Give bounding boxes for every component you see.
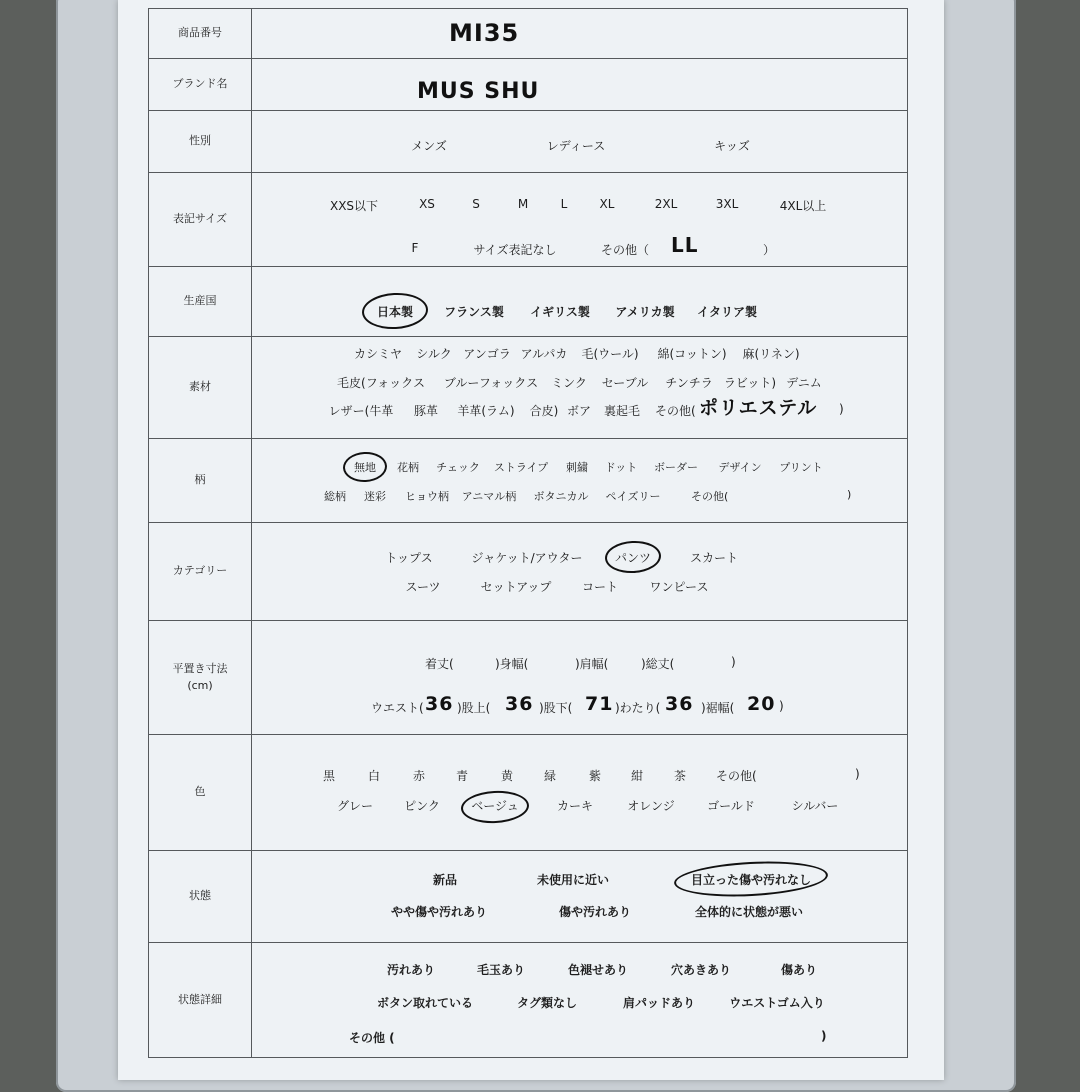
color-option: 紫 (588, 769, 602, 783)
material-option: ボア (566, 404, 592, 418)
pattern-option: ドット (604, 461, 638, 474)
size-option: XL (599, 197, 615, 211)
detail-option: 毛玉あり (476, 963, 526, 977)
row-condition (148, 850, 908, 942)
material-option: ブルーフォックス (443, 376, 539, 390)
brand-value: MUS SHU (417, 79, 540, 104)
pattern-option: 刺繍 (566, 461, 588, 474)
detail-option: ウエストゴム入り (729, 996, 825, 1010)
waist-value: 36 (425, 693, 454, 715)
color-option: 黄 (500, 769, 514, 783)
material-option: 羊革(ラム) (457, 404, 515, 418)
material-option: 裏起毛 (603, 404, 641, 418)
thigh-value: 36 (665, 693, 694, 715)
row-gender (148, 110, 908, 172)
size-option: サイズ表記なし (473, 243, 557, 257)
detail-option: ボタン取れている (376, 996, 474, 1010)
size-option: M (517, 197, 529, 211)
product-no-value: MI35 (449, 19, 520, 47)
category-option: パンツ (614, 551, 652, 565)
size-option: F (411, 241, 419, 255)
measure-field: )わたり( (615, 701, 661, 715)
detail-option: 色褪せあり (567, 963, 629, 977)
material-other-value: ポリエステル (699, 397, 818, 419)
material-option: デニム (786, 376, 822, 390)
label-measure-text: 平置き寸法 (172, 662, 228, 675)
color-option: 白 (367, 769, 381, 783)
category-option: スカート (689, 551, 739, 565)
color-option: その他( (716, 769, 757, 783)
size-other-open: その他（ (601, 243, 650, 257)
label-measure (149, 621, 252, 734)
condition-option: やや傷や汚れあり (390, 905, 488, 919)
category-option: トップス (385, 551, 433, 565)
label-gender: 性別 (149, 111, 252, 172)
material-option: セーブル (601, 376, 649, 390)
pattern-option: 花柄 (397, 461, 419, 474)
gender-option: メンズ (411, 139, 447, 153)
color-option: 青 (455, 769, 469, 783)
measure-field: )股下( (539, 701, 573, 715)
pattern-option: ヒョウ柄 (405, 490, 449, 503)
condition-option: 新品 (432, 873, 458, 887)
material-option: 綿(コットン) (657, 347, 727, 361)
pattern-option: ペイズリー (605, 490, 661, 503)
color-option: カーキ (556, 799, 594, 813)
label-color: 色 (149, 735, 252, 850)
row-country (148, 266, 908, 336)
pattern-option: 迷彩 (364, 490, 386, 503)
label-country: 生産国 (149, 267, 252, 336)
measure-field: ) (731, 655, 736, 669)
pattern-option: チェック (436, 461, 480, 474)
product-form-sheet (118, 0, 944, 1080)
pattern-option: ボタニカル (533, 490, 589, 503)
detail-option: 傷あり (780, 963, 818, 977)
material-option: 毛(ウール) (581, 347, 639, 361)
color-option: 赤 (412, 769, 426, 783)
country-option: フランス製 (444, 305, 504, 319)
pattern-option: プリント (779, 461, 823, 474)
pattern-option: 総柄 (324, 490, 346, 503)
label-pattern: 柄 (149, 439, 252, 522)
gender-option: レディース (546, 139, 606, 153)
material-option: 合皮) (529, 404, 559, 418)
detail-option: 肩パッドあり (622, 996, 696, 1010)
color-option: ベージュ (471, 799, 519, 813)
detail-option: 穴あきあり (670, 963, 732, 977)
row-category (148, 522, 908, 620)
country-option: イタリア製 (696, 305, 758, 319)
gender-option: キッズ (714, 139, 750, 153)
color-option: 黒 (322, 769, 336, 783)
material-option: チンチラ (665, 376, 713, 390)
label-brand: ブランド名 (149, 59, 252, 110)
country-selected-circle (361, 291, 429, 330)
country-option: アメリカ製 (615, 305, 675, 319)
material-option: ラビット) (723, 376, 777, 390)
material-option: 豚革 (413, 404, 439, 418)
measure-field: 着丈( (425, 657, 454, 671)
color-option: 緑 (543, 769, 557, 783)
category-option: コート (581, 580, 619, 594)
material-option: カシミヤ (353, 347, 403, 361)
pattern-option: ストライプ (493, 461, 549, 474)
label-condition: 状態 (149, 851, 252, 942)
measure-field: ) (779, 699, 784, 713)
country-option: 日本製 (376, 305, 414, 319)
size-option: S (472, 197, 480, 211)
category-option: スーツ (405, 580, 441, 594)
color-option: オレンジ (627, 799, 675, 813)
pattern-option: デザイン (718, 461, 762, 474)
material-option: アルパカ (520, 347, 568, 361)
material-option: 麻(リネン) (742, 347, 800, 361)
measure-field: )裾幅( (701, 701, 735, 715)
size-other-close: ） (763, 243, 776, 257)
size-option: 2XL (654, 197, 678, 211)
color-option: ゴールド (707, 799, 755, 813)
measure-field: )肩幅( (575, 657, 609, 671)
pattern-option: その他( (691, 490, 729, 503)
inseam-value: 71 (585, 693, 614, 715)
material-option: ミンク (551, 376, 587, 390)
size-other-value: LL (671, 233, 699, 257)
label-size: 表記サイズ (149, 173, 252, 266)
category-option: ジャケット/アウター (471, 551, 583, 565)
detail-other-open: その他 ( (349, 1031, 395, 1045)
label-material: 素材 (149, 337, 252, 438)
size-option: L (560, 197, 568, 211)
condition-option: 全体的に状態が悪い (694, 905, 804, 919)
color-option: ピンク (404, 799, 440, 813)
label-measure-unit: (cm) (187, 678, 213, 692)
country-option: イギリス製 (530, 305, 590, 319)
measure-field: )総丈( (641, 657, 675, 671)
measure-field: ウエスト( (371, 701, 424, 715)
rise-value: 36 (505, 693, 534, 715)
row-material (148, 336, 908, 438)
pattern-option: ボーダー (654, 461, 698, 474)
hem-value: 20 (747, 693, 776, 715)
size-option: XS (419, 197, 435, 211)
size-option: 4XL以上 (779, 199, 827, 213)
detail-option: タグ類なし (516, 996, 578, 1010)
condition-selected-circle (673, 858, 829, 900)
label-category: カテゴリー (149, 523, 252, 620)
material-option: 毛皮(フォックス (337, 376, 425, 390)
row-pattern (148, 438, 908, 522)
row-brand (148, 58, 908, 110)
detail-other-close: ) (821, 1029, 827, 1043)
pattern-option: アニマル柄 (461, 490, 517, 503)
pattern-option: 無地 (354, 461, 376, 474)
color-option: 茶 (673, 769, 687, 783)
material-option: アンゴラ (463, 347, 511, 361)
measure-field: )身幅( (495, 657, 529, 671)
material-option: シルク (416, 347, 452, 361)
detail-option: 汚れあり (386, 963, 436, 977)
row-detail (148, 942, 908, 1058)
pattern-selected-circle (342, 451, 388, 483)
material-other-open: その他( (655, 404, 696, 418)
color-selected-circle (460, 789, 530, 825)
row-measure (148, 620, 908, 734)
measure-field: )股上( (457, 701, 491, 715)
category-selected-circle (604, 540, 662, 575)
category-option: ワンピース (649, 580, 709, 594)
color-option: シルバー (791, 799, 839, 813)
row-size (148, 172, 908, 266)
row-color (148, 734, 908, 850)
size-option: 3XL (715, 197, 739, 211)
category-option: セットアップ (480, 580, 552, 594)
color-option: グレー (336, 799, 374, 813)
condition-option: 未使用に近い (536, 873, 610, 887)
label-detail: 状態詳細 (149, 943, 252, 1057)
color-option: 紺 (630, 769, 644, 783)
condition-option: 目立った傷や汚れなし (690, 873, 812, 887)
material-option: レザー(牛革 (328, 404, 394, 418)
color-option: ) (855, 767, 860, 781)
row-product-no (148, 8, 908, 58)
condition-option: 傷や汚れあり (558, 905, 632, 919)
size-option: XXS以下 (329, 199, 379, 213)
pattern-option: ) (847, 488, 852, 501)
material-other-close: ) (839, 402, 844, 416)
label-product-no: 商品番号 (149, 9, 252, 58)
